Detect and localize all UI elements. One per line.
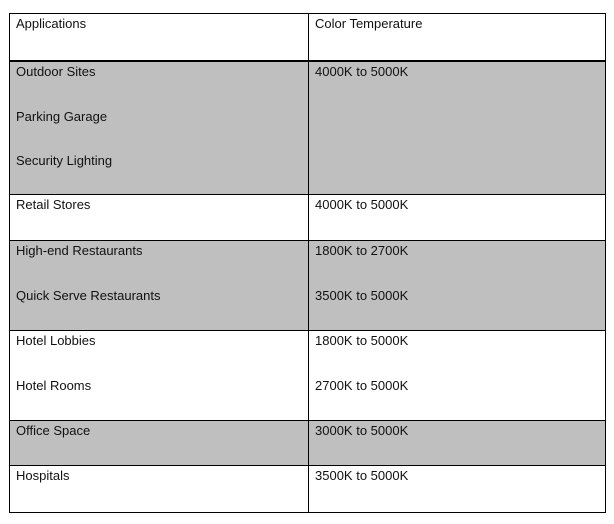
temperature-range: 3500K to 5000K xyxy=(315,287,409,303)
temperature-cell xyxy=(309,466,606,512)
temperature-range: 4000K to 5000K xyxy=(315,64,409,79)
application-name: High-end Restaurants xyxy=(16,243,143,258)
temperature-range: 3000K to 5000K xyxy=(315,423,409,438)
temperature-cell xyxy=(309,331,606,420)
table-row xyxy=(10,331,606,421)
temperature-cell xyxy=(309,241,606,330)
table-row xyxy=(10,241,606,331)
table-row xyxy=(10,466,606,513)
application-name: Outdoor Sites xyxy=(16,64,96,79)
application-name: Retail Stores xyxy=(16,197,91,212)
temperature-range: 4000K to 5000K xyxy=(315,197,409,212)
temperature-range: 2700K to 5000K xyxy=(315,377,409,393)
application-name: Security Lighting xyxy=(16,153,113,168)
header-label: Color Temperature xyxy=(315,16,423,31)
table-header-row xyxy=(10,14,606,62)
application-name: Quick Serve Restaurants xyxy=(16,287,161,303)
application-name: Office Space xyxy=(16,423,91,438)
table-row xyxy=(10,421,606,466)
applications-cell xyxy=(10,195,309,240)
application-name: Parking Garage xyxy=(16,108,108,124)
header-cell-applications xyxy=(10,14,309,60)
applications-cell xyxy=(10,241,309,330)
table-row xyxy=(10,62,606,195)
header-cell-color-temperature xyxy=(309,14,606,60)
temperature-cell xyxy=(309,62,606,194)
applications-cell xyxy=(10,421,309,465)
temperature-range: 1800K to 5000K xyxy=(315,333,409,348)
table-row xyxy=(10,195,606,241)
application-name: Hotel Rooms xyxy=(16,377,92,393)
temperature-cell xyxy=(309,195,606,240)
application-name: Hotel Lobbies xyxy=(16,333,96,348)
application-name: Hospitals xyxy=(16,468,70,483)
header-label: Applications xyxy=(16,16,87,31)
temperature-cell xyxy=(309,421,606,465)
applications-cell xyxy=(10,466,309,512)
applications-cell xyxy=(10,62,309,194)
color-temperature-table xyxy=(9,13,606,513)
applications-cell xyxy=(10,331,309,420)
temperature-range: 1800K to 2700K xyxy=(315,243,409,258)
temperature-range: 3500K to 5000K xyxy=(315,468,409,483)
